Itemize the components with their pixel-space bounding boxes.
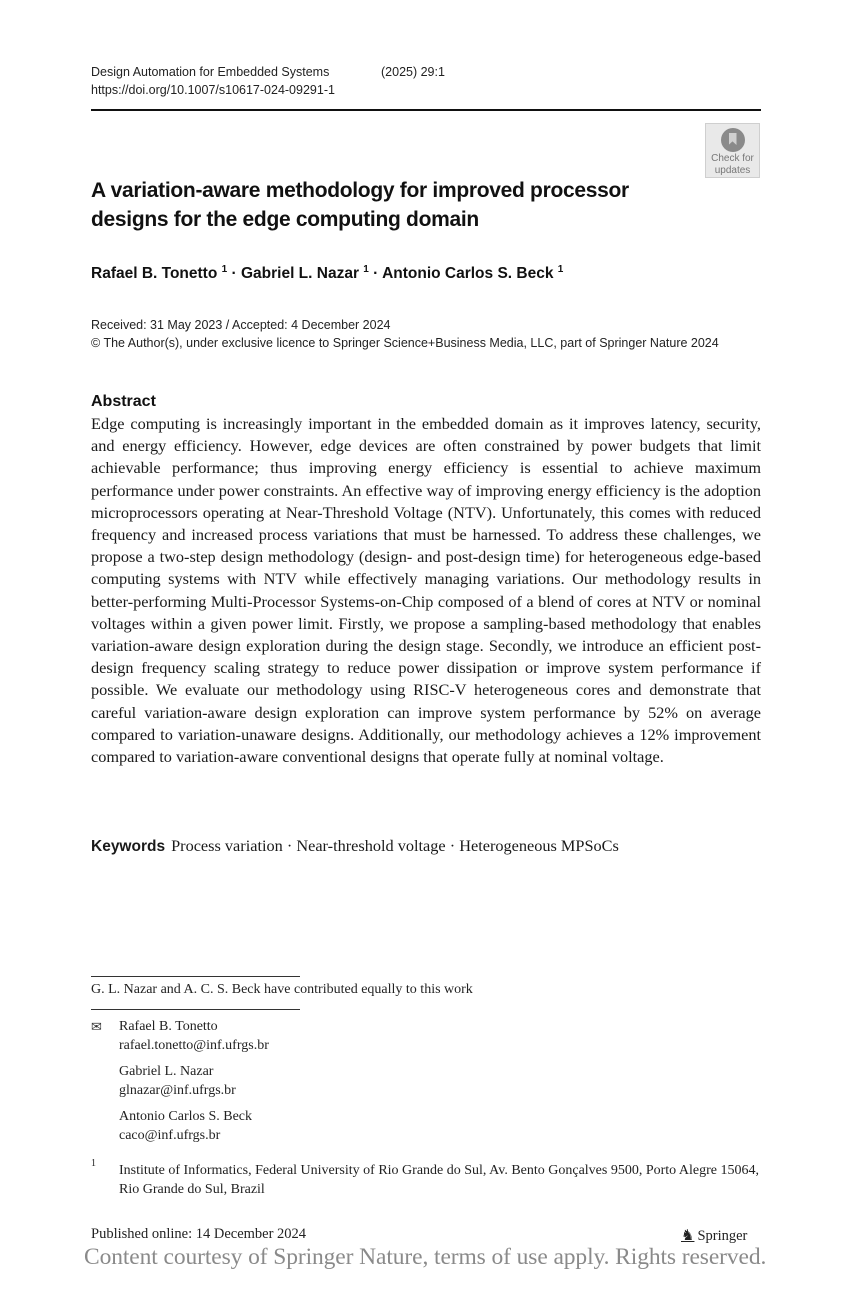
author-affiliation-mark: 1 [557, 264, 564, 275]
contribution-note: G. L. Nazar and A. C. S. Beck have contributed equally to this work [91, 982, 473, 997]
springer-knight-icon: ♞ [681, 1228, 695, 1244]
affiliation-number: 1 [91, 1158, 96, 1169]
contact-email[interactable]: caco@inf.ufrgs.br [119, 1127, 221, 1143]
contact [119, 1063, 236, 1100]
check-for-updates-icon [721, 128, 745, 152]
contact-name: Rafael B. Tonetto [119, 1019, 218, 1034]
contact-email[interactable]: rafael.tonetto@inf.ufrgs.br [119, 1037, 269, 1053]
copyright-notice: © The Author(s), under exclusive licence to Springer Science+Business Media, LLC, part of Springer Nature 2024 [91, 336, 719, 350]
check-for-updates-line2: updates [714, 165, 751, 176]
courtesy-watermark: Content courtesy of Springer Nature, terms of use apply. Rights reserved. [84, 1244, 767, 1270]
author-separator: · [368, 265, 383, 282]
contact-email[interactable]: glnazar@inf.ufrgs.br [119, 1082, 236, 1098]
abstract-body: Edge computing is increasingly important in the embedded domain as it improves latency, security, and energy efficiency. However, edge devices are often constrained by power budgets that limit achievable performance; thus improving energy efficiency is essential to achieve maximum performance under power constraints. An effective way of improving energy efficiency is the adoption microprocessors operating at Near-Threshold Voltage (NTV). Unfortunately, this comes with reduced frequency and increased process variations that must be harnessed. To address these challenges, we propose a two-step design methodology (design- and post-design time) for heterogeneous edge-based computing systems with NTV while effectively managing variations. Our methodology results in better-performing Multi-Processor Systems-on-Chip composed of a blend of cores at NTV or nominal voltages within a given power limit. Firstly, we propose a sampling-based methodology that enables variation-aware design exploration during the design stage. Secondly, we introduce an efficient post-design frequency scaling strategy to reduce power dissipation or improve system performance if possible. We evaluate our methodology using RISC-V heterogeneous cores and demonstrate that careful variation-aware design exploration can improve system performance by 52% on average compared to variation-unaware designs. Additionally, our methodology achieves a 12% improvement compared to variation-aware conventional designs that operate fully at nominal voltage. [91, 414, 761, 767]
contact-name: Antonio Carlos S. Beck [119, 1109, 252, 1124]
paper-title: A variation-aware methodology for improved processor designs for the edge computing domain [91, 179, 629, 231]
journal-name: Design Automation for Embedded Systems [91, 65, 330, 79]
doi-link[interactable]: https://doi.org/10.1007/s10617-024-09291-1 [91, 83, 335, 97]
publisher-logo [681, 1226, 747, 1245]
received-accepted-dates: Received: 31 May 2023 / Accepted: 4 December 2024 [91, 318, 391, 332]
publisher-name: Springer [697, 1228, 748, 1244]
corresponding-contact [119, 1018, 269, 1055]
author-name: Antonio Carlos S. Beck [382, 265, 554, 282]
footnote-divider [91, 1009, 300, 1010]
author-list [91, 264, 563, 283]
footnote-divider [91, 976, 300, 977]
contact-name: Gabriel L. Nazar [119, 1064, 214, 1079]
abstract-heading: Abstract [91, 393, 156, 410]
journal-header [91, 63, 445, 99]
publication-dates-block [91, 316, 719, 352]
affiliation-text: Institute of Informatics, Federal University of Rio Grande do Sul, Av. Bento Gonçalves 9500, Porto Alegre 15064, Rio Grande do Sul, Brazil [119, 1163, 760, 1197]
author-name: Rafael B. Tonetto [91, 265, 218, 282]
keywords-text: Process variation · Near-threshold voltage · Heterogeneous MPSoCs [171, 836, 619, 855]
published-online-date: Published online: 14 December 2024 [91, 1226, 307, 1242]
keywords-label: Keywords [91, 838, 166, 855]
volume-info: (2025) 29:1 [381, 65, 445, 79]
author-separator: · [227, 265, 241, 282]
check-for-updates-line1: Check for [711, 153, 754, 164]
header-divider [91, 109, 761, 111]
check-for-updates-badge[interactable] [705, 123, 760, 178]
contact [119, 1108, 252, 1145]
author-affiliation-mark: 1 [363, 264, 369, 275]
envelope-icon: ✉ [91, 1019, 102, 1034]
keywords-line [91, 836, 619, 856]
author-name: Gabriel L. Nazar [240, 265, 359, 282]
author-affiliation-mark: 1 [221, 264, 228, 275]
